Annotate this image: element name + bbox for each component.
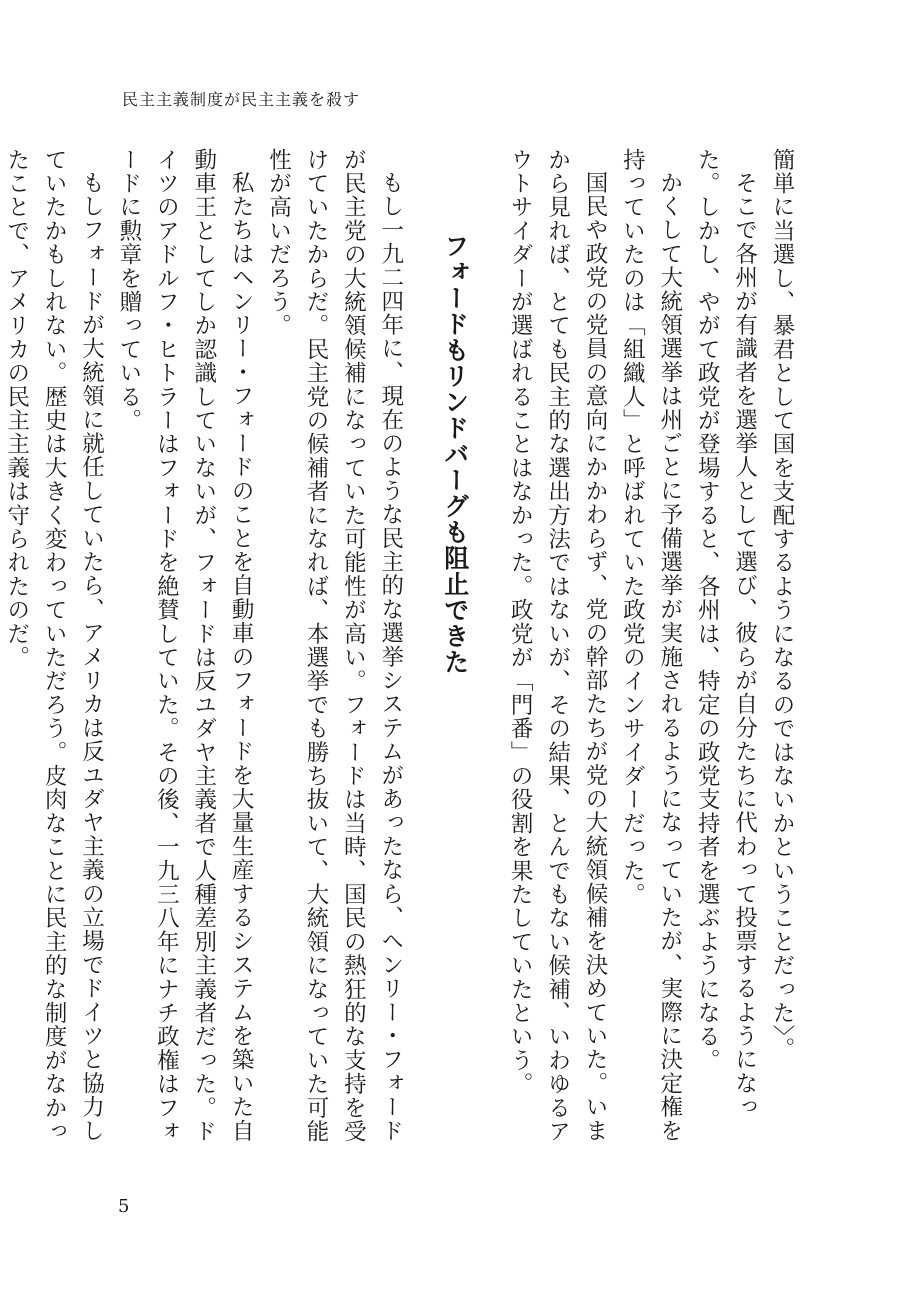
- vertical-body-text: [3, 148, 800, 1158]
- paragraph: もし一九二四年に、現在のような民主的な選挙システムがあったなら、ヘンリー・フォードが民主党の大統領候補になっていた可能性が高い。フォードは当時、国民の熱狂的な支持を受けていたからだ。民主党の候補者になれば、本選挙でも勝ち抜いて、大統領になっていた可能性が高いだろう。: [265, 148, 404, 1144]
- paragraph: そこで各州が有識者を選挙人として選び、彼らが自分たちに代わって投票するようになった。しかし、やがて政党が登場すると、各州は、特定の政党支持者を選ぶようになる。: [694, 148, 758, 1119]
- paragraph: かくして大統領選挙は州ごとに予備選挙が実施されるようになっていたが、実際に決定権を持っていたのは「組織人」と呼ばれていた政党のインサイダーだった。: [619, 148, 683, 1143]
- section-heading: フォードもリンドバーグも阻止できた: [440, 233, 470, 675]
- paragraph: 私たちはヘンリー・フォードのことを自動車のフォードを大量生産するシステムを築いた自動車王としてしか認識していないが、フォードは反ユダヤ主義者で人種差別主義者だった。ドイツのアドルフ・ヒトラーはフォードを絶賛していた。その後、一九三八年にナチ政権はフォードに勲章を贈っている。: [115, 148, 255, 1144]
- paragraph: もしフォードが大統領に就任していたら、アメリカは反ユダヤ主義の立場でドイツと協力していたかもしれない。歴史は大きく変わっていただろう。皮肉なことに民主的な制度がなかったことで、アメリカの民主主義は守られたのだ。: [3, 148, 105, 1144]
- running-head: 民主主義制度が民主主義を殺す: [122, 90, 361, 109]
- page-number: 5: [118, 1196, 130, 1217]
- paragraph: 国民や政党の党員の意向にかかわらず、党の幹部たちが党の大統領候補を決めていた。いまから見れば、とても民主的な選出方法ではないが、その結果、とんでもない候補、いわゆるアウトサイダーが選ばれることはなかった。政党が「門番」の役割を果たしていたという。: [507, 148, 608, 1144]
- paragraph: 簡単に当選し、暴君として国を支配するようになるのではないかということだった〉。: [769, 148, 795, 1062]
